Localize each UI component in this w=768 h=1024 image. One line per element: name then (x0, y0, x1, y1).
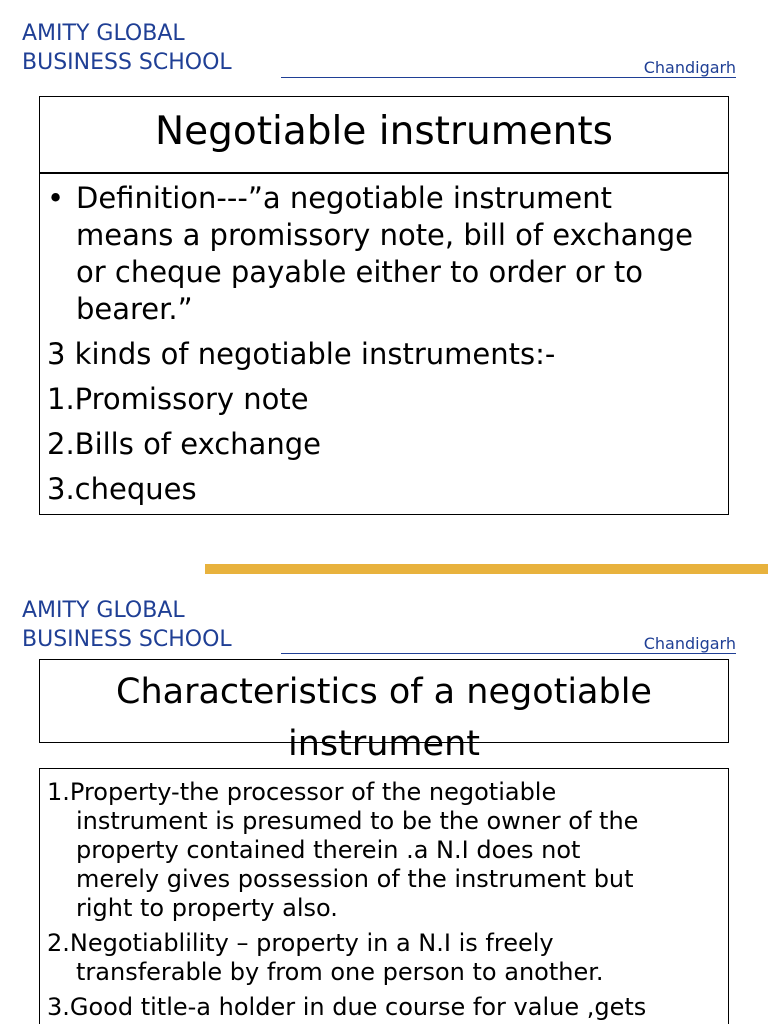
characteristic-line: right to property also. (76, 894, 338, 922)
school-name-line1: AMITY GLOBAL (22, 598, 185, 623)
characteristic-line: 2.Negotiablility – property in a N.I is freely (47, 929, 554, 957)
slide-title-text: Negotiable instruments (154, 109, 614, 154)
characteristic-line: merely gives possession of the instrument but (76, 865, 634, 893)
school-name-line2: BUSINESS SCHOOL (22, 627, 232, 652)
header-rule (281, 77, 736, 78)
characteristic-item (47, 778, 720, 923)
definition-line: means a promissory note, bill of exchange (76, 218, 694, 252)
school-name (22, 19, 232, 77)
kind-item: 3.cheques (47, 472, 197, 506)
school-name-line1: AMITY GLOBAL (22, 21, 185, 46)
school-name-line2: BUSINESS SCHOOL (22, 50, 232, 75)
slide-body (39, 768, 729, 1024)
kind-item: 2.Bills of exchange (47, 427, 321, 461)
kind-item: 1.Promissory note (47, 382, 309, 416)
characteristic-line: transferable by from one person to another. (76, 958, 604, 986)
slide-title (39, 96, 729, 173)
characteristic-line: property contained therein .a N.I does not (76, 836, 581, 864)
definition-line: Definition---”a negotiable instrument (76, 181, 612, 215)
definition-line: bearer.” (76, 292, 193, 326)
slide-divider (205, 564, 768, 574)
kinds-heading: 3 kinds of negotiable instruments:- (47, 337, 556, 371)
city-label: Chandigarh (643, 634, 736, 653)
definition-line: or cheque payable either to order or to (76, 255, 644, 289)
slide-title-line: instrument (288, 724, 480, 764)
slide-body (39, 173, 729, 515)
header-rule (281, 653, 736, 654)
characteristic-line: 1.Property-the processor of the negotiable (47, 778, 557, 806)
characteristic-item (47, 993, 720, 1022)
bullet-icon: • (47, 181, 65, 215)
slide-title (39, 659, 729, 764)
definition-paragraph (47, 180, 720, 328)
characteristic-item (47, 929, 720, 987)
slide-title-line: Characteristics of a negotiable (116, 672, 652, 712)
school-name (22, 596, 232, 654)
city-label: Chandigarh (643, 58, 736, 77)
characteristic-line: instrument is presumed to be the owner of the (76, 807, 639, 835)
characteristic-line: 3.Good title-a holder in due course for value ,gets (47, 993, 647, 1021)
